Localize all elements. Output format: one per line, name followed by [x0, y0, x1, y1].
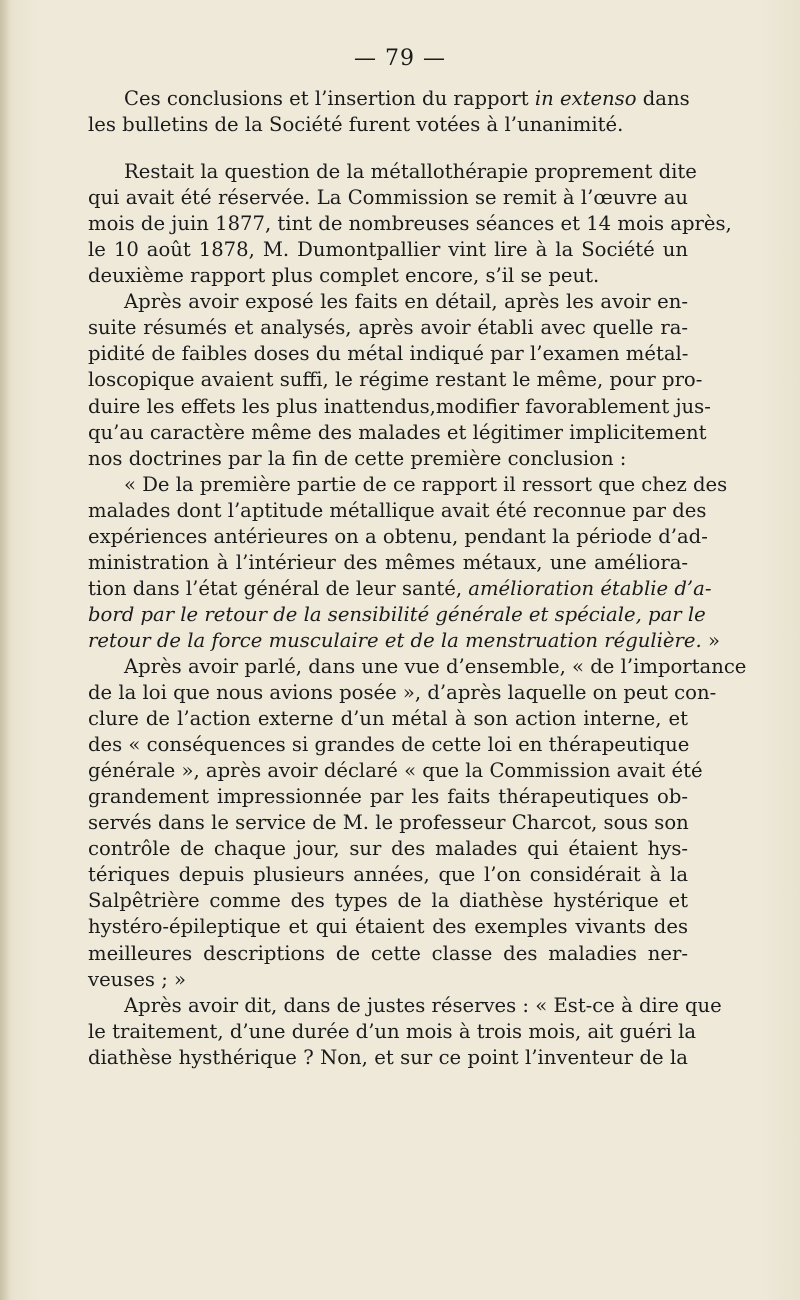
text-line: bord par le retour de la sensibilité générale et spéciale, par le: [88, 602, 706, 626]
text-line: suite résumés et analysés, après avoir établi avec quelle ra-: [88, 316, 688, 340]
text-line: qui avait été réservée. La Commission se remit à l’œuvre au: [88, 186, 688, 210]
text-line: Restait la question de la métallothérapie proprement dite: [124, 160, 697, 184]
text-line: contrôle de chaque jour, sur des malades qui étaient hys-: [88, 837, 688, 861]
text-line: retour de la force musculaire et de la menstruation régulière. »: [88, 628, 720, 652]
text-line: qu’au caractère même des malades et légitimer implicitement: [88, 420, 707, 444]
text-line: générale », après avoir déclaré « que la Commission avait été: [88, 759, 703, 783]
text-line: clure de l’action externe d’un métal à son action interne, et: [88, 707, 688, 731]
text-line: Après avoir dit, dans de justes réserves : « Est-ce à dire que: [124, 993, 722, 1017]
text-line: deuxième rapport plus complet encore, s’il se peut.: [88, 264, 600, 288]
paragraph-gap: [88, 138, 688, 159]
text-line: veuses ; »: [88, 967, 187, 991]
text-line: le traitement, d’une durée d’un mois à trois mois, ait guéri la: [88, 1019, 697, 1043]
page-number: — 79 —: [354, 46, 446, 71]
text-line: malades dont l’aptitude métallique avait été reconnue par des: [88, 498, 707, 522]
text-line: Ces conclusions et l’insertion du rapport in extenso dans: [124, 87, 690, 110]
text-line: diathèse hysthérique ? Non, et sur ce point l’inventeur de la: [88, 1045, 688, 1069]
text-line: le 10 août 1878, M. Dumontpallier vint lire à la Société un: [88, 238, 688, 262]
text-line: nos doctrines par la fin de cette première conclusion :: [88, 446, 627, 470]
text-line: loscopique avaient suffi, le régime restant le même, pour pro-: [88, 368, 703, 392]
text-line: tériques depuis plusieurs années, que l’on considérait à la: [88, 863, 688, 887]
text-line: ministration à l’intérieur des mêmes métaux, une améliora-: [88, 550, 688, 574]
text-line: expériences antérieures on a obtenu, pendant la période d’ad-: [88, 524, 708, 548]
text-line: servés dans le service de M. le professeur Charcot, sous son: [88, 811, 689, 835]
page-edge-shadow: [0, 0, 10, 1300]
body-text: [88, 86, 747, 1071]
text-line: Après avoir parlé, dans une vue d’ensemble, « de l’importance: [124, 654, 747, 678]
text-line: duire les effets les plus inattendus,modifier favorablement jus-: [88, 394, 711, 418]
text-line: pidité de faibles doses du métal indiqué par l’examen métal-: [88, 342, 689, 366]
text-line: hystéro-épileptique et qui étaient des exemples vivants des: [88, 915, 688, 939]
text-line: mois de juin 1877, tint de nombreuses séances et 14 mois après,: [88, 212, 732, 236]
text-line: des « conséquences si grandes de cette loi en thérapeutique: [88, 733, 690, 757]
text-line: de la loi que nous avions posée », d’après laquelle on peut con-: [88, 681, 717, 705]
text-line: meilleures descriptions de cette classe des maladies ner-: [88, 941, 688, 965]
text-line: « De la première partie de ce rapport il ressort que chez des: [124, 472, 728, 496]
text-line: Salpêtrière comme des types de la diathèse hystérique et: [88, 889, 688, 913]
text-line: tion dans l’état général de leur santé, amélioration établie d’a-: [88, 576, 712, 600]
text-line: Après avoir exposé les faits en détail, après les avoir en-: [124, 290, 688, 314]
text-line: grandement impressionnée par les faits thérapeutiques ob-: [88, 785, 688, 809]
text-line: les bulletins de la Société furent votées à l’unanimité.: [88, 113, 624, 137]
